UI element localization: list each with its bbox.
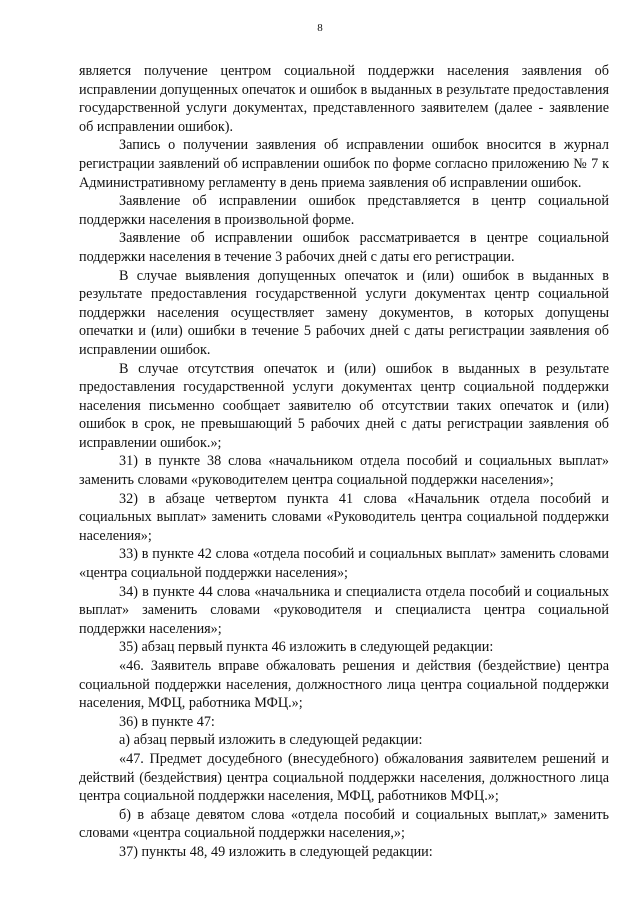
list-item-35: 35) абзац первый пункта 46 изложить в следующей редакции: xyxy=(119,639,494,656)
paragraph-no-errors: В случае отсутствия опечаток и (или) ошибок в выданных в результате предоставления государственной услуги документах центр социальной поддержки населения письменно сообщает заявителю об отсутствии таких опечаток и (или) ошибок в срок, не превышающий 5 рабочих дней с даты регистрации заявления об исправлении ошибок.»; xyxy=(79,360,609,451)
paragraph-journal-registration: Запись о получении заявления об исправлении ошибок вносится в журнал регистрации заявлений об исправлении ошибок по форме согласно приложению № 7 к Административному регламенту в день приема заявления об исправлении ошибок. xyxy=(79,137,609,191)
paragraph-review-term: Заявление об исправлении ошибок рассматривается в центре социальной поддержки населения в течение 3 рабочих дней с даты его регистрации. xyxy=(79,230,609,265)
sub-item-b: б) в абзаце девятом слова «отдела пособий и социальных выплат,» заменить словами «центра социальной поддержки населения,»; xyxy=(79,806,609,842)
list-item-31: 31) в пункте 38 слова «начальником отдела пособий и социальных выплат» заменить словами «руководителем центра социальной поддержки населения»; xyxy=(79,453,609,489)
sub-item-a: а) абзац первый изложить в следующей редакции: xyxy=(119,732,423,749)
list-item-34: 34) в пункте 44 слова «начальника и специалиста отдела пособий и социальных выплат» заменить словами «руководителя и специалиста центра социальной поддержки населения»; xyxy=(79,583,609,637)
list-item-32: 32) в абзаце четвертом пункта 41 слова «Начальник отдела пособий и социальных выплат» заменить словами «Руководитель центра социальной поддержки населения»; xyxy=(79,490,609,544)
list-item-33: 33) в пункте 42 слова «отдела пособий и социальных выплат» заменить словами «центра социальной поддержки населения»; xyxy=(79,546,609,582)
paragraph-item-47: «47. Предмет досудебного (внесудебного) обжалования заявителем решений и действий (бездействия) центра социальной поддержки населения, должностного лица центра социальной поддержки населения, МФЦ, работников МФЦ.»; xyxy=(79,750,609,805)
paragraph-errors-found: В случае выявления допущенных опечаток и (или) ошибок в выданных в результате предоставления государственной услуги документах центр социальной поддержки населения осуществляет замену документов, в которых допущены опечатки и (или) ошибки в течение 5 рабочих дней с даты регистрации заявления об исправлении ошибок. xyxy=(79,267,609,358)
list-item-37: 37) пункты 48, 49 изложить в следующей редакции: xyxy=(119,843,433,860)
paragraph-continuation: является получение центром социальной поддержки населения заявления об исправлении допущенных опечаток и ошибок в выданных в результате предоставления государственной услуги документах, представленного заявителем (далее - заявление об исправлении ошибок). xyxy=(79,63,609,135)
list-item-36: 36) в пункте 47: xyxy=(119,713,215,730)
document-body xyxy=(79,62,609,862)
page-number: 8 xyxy=(317,22,323,34)
paragraph-free-form: Заявление об исправлении ошибок представляется в центр социальной поддержки населения в произвольной форме. xyxy=(79,193,609,228)
paragraph-item-46: «46. Заявитель вправе обжаловать решения и действия (бездействие) центра социальной поддержки населения, должностного лица центра социальной поддержки населения, МФЦ, работника МФЦ.»; xyxy=(79,658,609,712)
